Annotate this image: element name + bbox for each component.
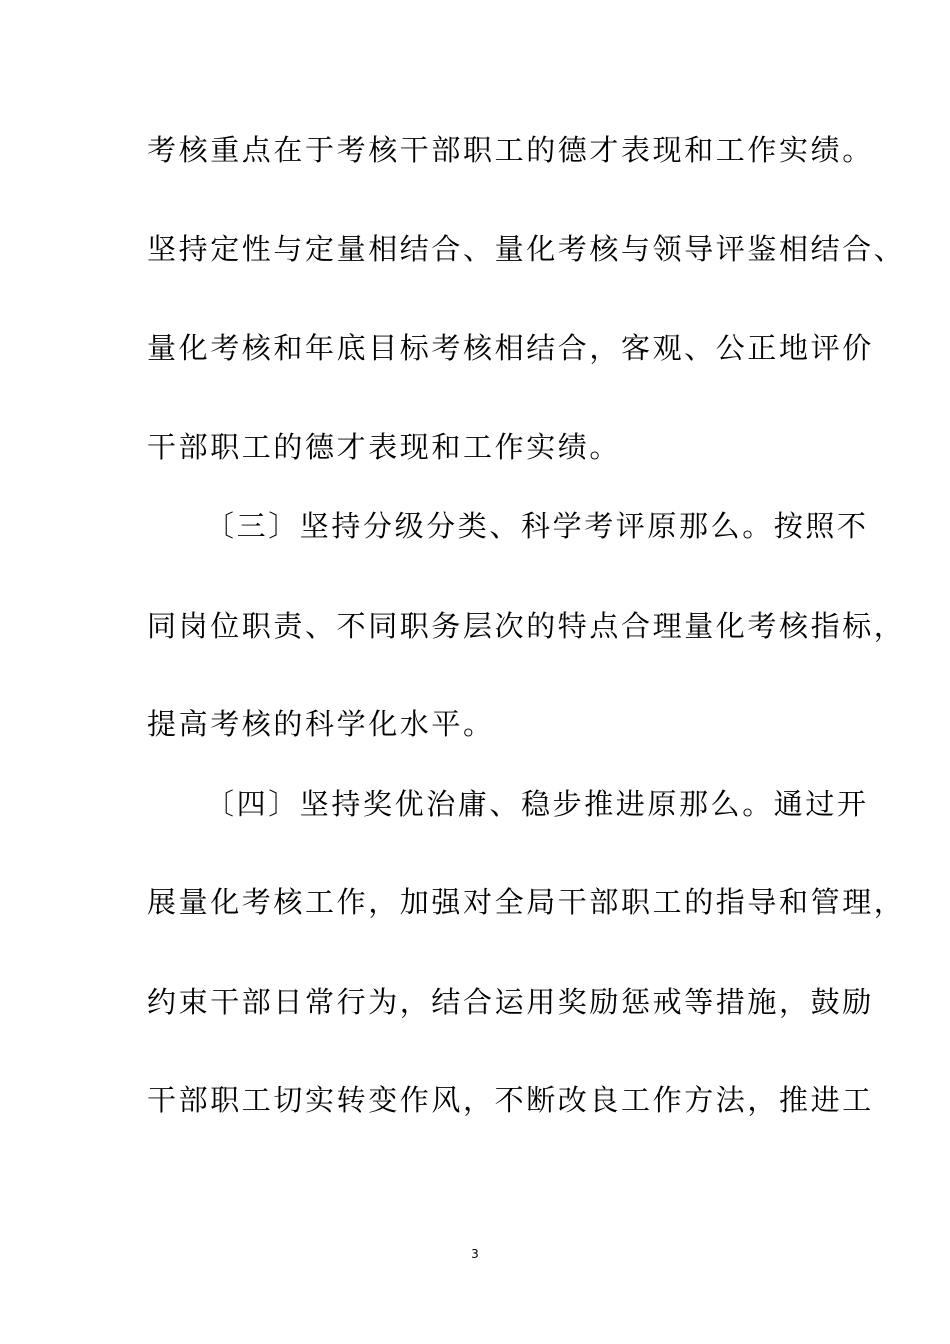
text-line: 干部职工切实转变作风，不断改良工作方法，推进工 (147, 1083, 874, 1117)
text-line: 提高考核的科学化水平。 (147, 707, 495, 741)
text-line: 干部职工的德才表现和工作实绩。 (147, 430, 622, 464)
text-line: 同岗位职责、不同职务层次的特点合理量化考核指标， (147, 609, 906, 643)
text-line: 约束干部日常行为，结合运用奖励惩戒等措施，鼓励 (147, 985, 874, 1019)
text-line: 坚持定性与定量相结合、量化考核与领导评鉴相结合、 (147, 232, 906, 266)
text-line: 展量化考核工作，加强对全局干部职工的指导和管理， (147, 885, 906, 919)
paragraph-four-heading-line: 〔四〕坚持奖优治庸、稳步推进原那么。通过开 (205, 787, 869, 821)
text-line: 量化考核和年底目标考核相结合，客观、公正地评价 (147, 331, 874, 365)
page-number: 3 (471, 1247, 479, 1261)
text-line: 考核重点在于考核干部职工的德才表现和工作实绩。 (147, 133, 874, 167)
paragraph-three-heading-line: 〔三〕坚持分级分类、科学考评原那么。按照不 (205, 509, 869, 543)
